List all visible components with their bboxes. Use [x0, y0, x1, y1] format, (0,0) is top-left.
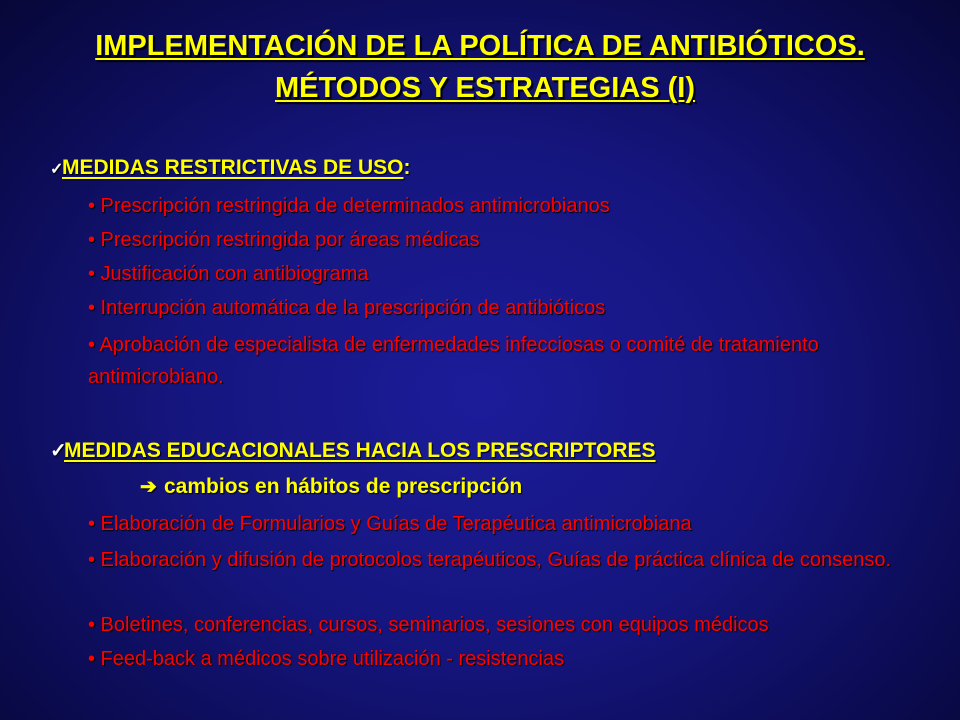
section-restrictive-heading-colon: :: [403, 156, 411, 179]
slide-title: IMPLEMENTACIÓN DE LA POLÍTICA DE ANTIBIÓTICOS.: [95, 30, 865, 62]
educational-subheading: [140, 474, 522, 499]
restrictive-bullet-5: • Aprobación de especialista de enfermedades infecciosas o comité de tratamiento antimicrobiano.: [88, 334, 819, 388]
educational-bullet-3: • Boletines, conferencias, cursos, seminarios, sesiones con equipos médicos: [88, 614, 769, 636]
educational-bullet-2: • Elaboración y difusión de protocolos terapéuticos, Guías de práctica clínica de consenso.: [88, 549, 892, 571]
slide-subtitle: [0, 72, 960, 105]
checkmark-icon: ✓: [50, 161, 64, 178]
restrictive-bullet-4: • Interrupción automática de la prescripción de antibióticos: [88, 297, 606, 319]
restrictive-bullet-3: • Justificación con antibiograma: [88, 263, 369, 285]
restrictive-bullet-1: • Prescripción restringida de determinados antimicrobianos: [88, 195, 610, 217]
checkmark-icon: ✓: [50, 440, 67, 462]
section-restrictive-heading-text: MEDIDAS RESTRICTIVAS DE USO: [62, 156, 404, 179]
section-educational-heading: [50, 438, 656, 463]
section-educational-heading-text: MEDIDAS EDUCACIONALES HACIA LOS PRESCRIPTORES: [64, 439, 656, 462]
arrow-right-icon: ➔: [140, 476, 157, 498]
educational-bullet-1: • Elaboración de Formularios y Guías de Terapéutica antimicrobiana: [88, 513, 692, 535]
educational-bullet-4: • Feed-back a médicos sobre utilización - resistencias: [88, 648, 565, 670]
educational-subheading-text: cambios en hábitos de prescripción: [164, 475, 523, 498]
slide-subtitle-text: MÉTODOS Y ESTRATEGIAS (I): [274, 72, 696, 104]
restrictive-bullet-2: • Prescripción restringida por áreas médicas: [88, 229, 480, 251]
section-restrictive-heading: [50, 156, 410, 180]
